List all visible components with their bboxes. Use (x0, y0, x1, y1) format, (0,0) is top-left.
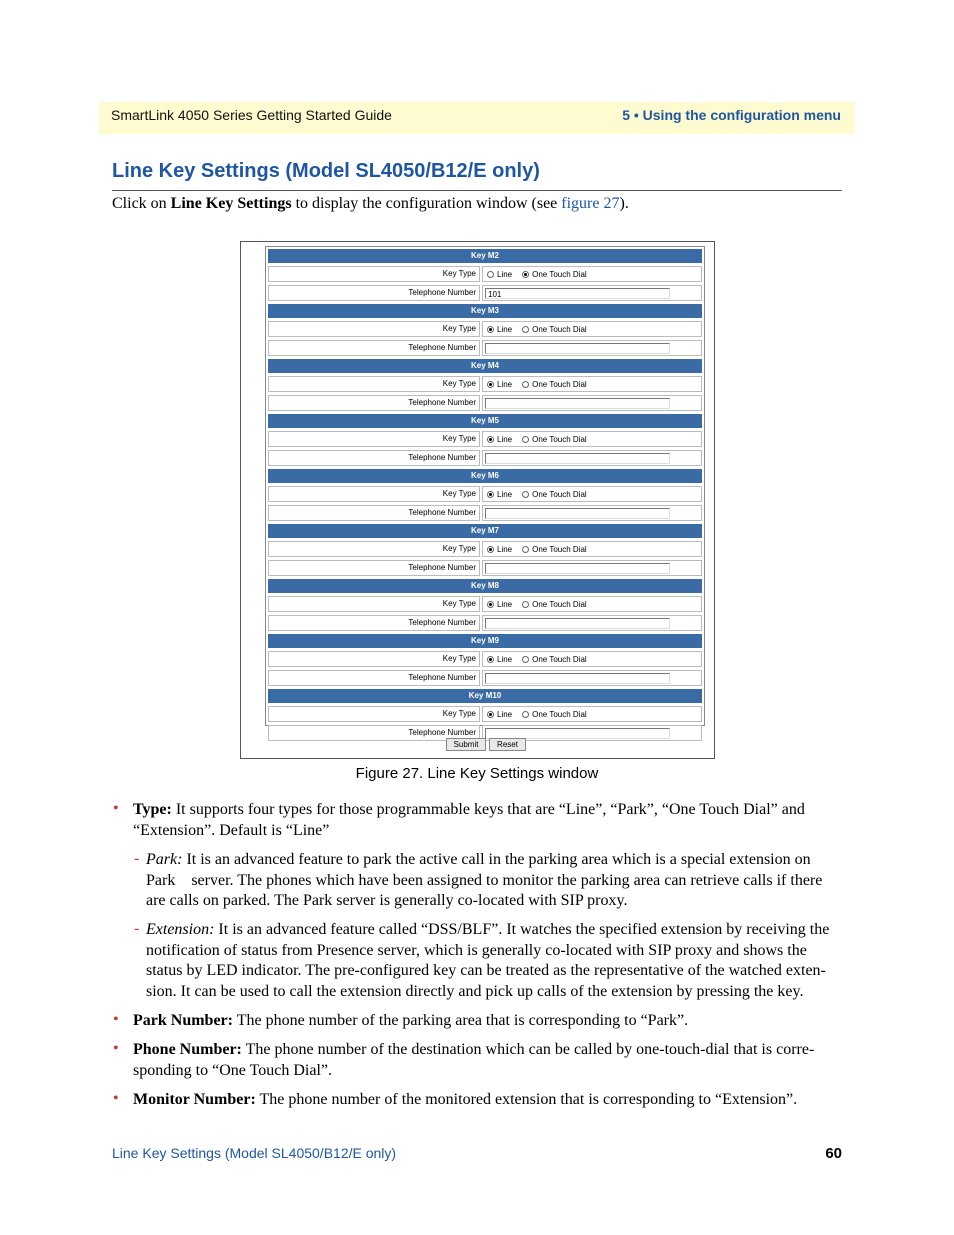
key-type-options (482, 431, 702, 447)
option-otd-label: One Touch Dial (532, 324, 587, 334)
bullet-marker: • (113, 1040, 119, 1057)
option-line[interactable] (487, 270, 512, 279)
submit-button[interactable]: Submit (446, 738, 486, 751)
key-type-label: Key Type (268, 266, 480, 282)
sub-bullet-marker: - (134, 850, 140, 867)
telephone-number-input[interactable] (485, 618, 670, 629)
telephone-number-cell (482, 505, 702, 521)
key-type-label: Key Type (268, 541, 480, 557)
intro-text: Click on (112, 195, 171, 212)
option-one-touch-dial[interactable] (522, 710, 587, 719)
bullet-marker: • (113, 1090, 119, 1107)
bullet-phone-number (133, 1040, 814, 1081)
key-type-options (482, 376, 702, 392)
option-one-touch-dial[interactable] (522, 545, 587, 554)
key-section-header: Key M7 (268, 524, 702, 538)
radio-one-touch-dial[interactable] (522, 271, 529, 278)
key-type-label: Key Type (268, 596, 480, 612)
option-line[interactable] (487, 325, 512, 334)
telephone-number-label: Telephone Number (268, 285, 480, 301)
telephone-number-cell (482, 395, 702, 411)
page-header (99, 102, 855, 134)
sub-bullet-park (146, 850, 822, 912)
key-type-row (268, 266, 702, 282)
key-type-options (482, 486, 702, 502)
option-line[interactable] (487, 600, 512, 609)
sub-bullet-marker: - (134, 920, 140, 937)
extension-text-4: sion. It can be used to call the extension directly and pick up calls of the extension by pressing the key. (146, 982, 804, 1000)
key-type-options (482, 541, 702, 557)
intro-bold: Line Key Settings (170, 195, 292, 212)
radio-line[interactable] (487, 546, 494, 553)
radio-one-touch-dial[interactable] (522, 656, 529, 663)
park-text-2: Park server. The phones which have been assigned to monitor the parking area can retrieve calls if there (146, 871, 823, 889)
header-chapter: 5 • Using the configuration menu (622, 107, 841, 123)
monitor-number-label: Monitor Number: (133, 1091, 256, 1108)
key-type-options (482, 266, 702, 282)
option-line[interactable] (487, 435, 512, 444)
intro-paragraph (112, 195, 629, 213)
option-line[interactable] (487, 545, 512, 554)
option-one-touch-dial[interactable] (522, 270, 587, 279)
bullet-type (133, 800, 805, 841)
telephone-row (268, 615, 702, 631)
sub-bullet-extension (146, 920, 829, 1002)
radio-one-touch-dial[interactable] (522, 491, 529, 498)
bullet-monitor-number (133, 1090, 797, 1111)
radio-line[interactable] (487, 381, 494, 388)
header-doc-title: SmartLink 4050 Series Getting Started Guide (111, 107, 392, 123)
figure-link[interactable]: figure 27 (561, 195, 620, 212)
option-line[interactable] (487, 490, 512, 499)
option-line-label: Line (497, 379, 513, 389)
footer-section-name: Line Key Settings (Model SL4050/B12/E only) (112, 1145, 397, 1161)
key-section-header: Key M2 (268, 249, 702, 263)
telephone-number-input[interactable]: 101 (485, 288, 670, 299)
telephone-number-cell (482, 340, 702, 356)
line-key-form (265, 246, 705, 737)
key-type-row (268, 706, 702, 722)
radio-one-touch-dial[interactable] (522, 381, 529, 388)
radio-one-touch-dial[interactable] (522, 601, 529, 608)
key-type-row (268, 596, 702, 612)
telephone-row (268, 505, 702, 521)
option-line-label: Line (497, 269, 513, 279)
telephone-number-label: Telephone Number (268, 725, 480, 741)
monitor-number-text: The phone number of the monitored extension that is corresponding to “Extension”. (255, 1091, 798, 1108)
telephone-row (268, 395, 702, 411)
radio-one-touch-dial[interactable] (522, 711, 529, 718)
bullet-marker: • (113, 1011, 119, 1028)
reset-button[interactable]: Reset (489, 738, 526, 751)
park-text-3: are calls on parked. The Park server is generally co-located with SIP proxy. (146, 892, 628, 909)
key-type-row (268, 431, 702, 447)
option-line-label: Line (497, 324, 513, 334)
option-one-touch-dial[interactable] (522, 655, 587, 664)
telephone-row (268, 340, 702, 356)
key-section-header: Key M4 (268, 359, 702, 373)
key-section-header: Key M6 (268, 469, 702, 483)
intro-text-mid: to display the configuration window (see (291, 195, 562, 212)
radio-line[interactable] (487, 491, 494, 498)
radio-line[interactable] (487, 436, 494, 443)
telephone-row (268, 450, 702, 466)
key-type-options (482, 706, 702, 722)
park-number-label: Park Number: (133, 1012, 233, 1029)
type-text-2: “Extension”. Default is “Line” (133, 821, 330, 839)
intro-text-end: ). (619, 195, 629, 212)
type-text: It supports four types for those programmable keys that are “Line”, “Park”, “One Touch Dial” and (171, 801, 805, 818)
option-otd-label: One Touch Dial (532, 709, 587, 719)
park-text-1: It is an advanced feature to park the active call in the parking area which is a special extension on (182, 851, 811, 868)
park-label: Park: (146, 851, 183, 868)
telephone-number-label: Telephone Number (268, 670, 480, 686)
telephone-number-cell (482, 560, 702, 576)
radio-one-touch-dial[interactable] (522, 436, 529, 443)
option-line[interactable] (487, 655, 512, 664)
key-type-row (268, 651, 702, 667)
type-label: Type: (133, 801, 172, 818)
telephone-number-input[interactable] (485, 508, 670, 519)
key-type-row (268, 486, 702, 502)
radio-line[interactable] (487, 711, 494, 718)
figure-screenshot (240, 241, 715, 759)
telephone-row (268, 285, 702, 301)
telephone-number-cell (482, 450, 702, 466)
telephone-number-input[interactable] (485, 453, 670, 464)
option-otd-label: One Touch Dial (532, 489, 587, 499)
key-type-row (268, 376, 702, 392)
park-number-text: The phone number of the parking area that is corresponding to “Park”. (232, 1012, 689, 1029)
extension-label: Extension: (146, 921, 215, 938)
key-section-header: Key M10 (268, 689, 702, 703)
option-line[interactable] (487, 380, 512, 389)
radio-line[interactable] (487, 271, 494, 278)
option-line-label: Line (497, 599, 513, 609)
key-type-label: Key Type (268, 706, 480, 722)
telephone-number-label: Telephone Number (268, 395, 480, 411)
option-line-label: Line (497, 489, 513, 499)
radio-one-touch-dial[interactable] (522, 546, 529, 553)
telephone-number-label: Telephone Number (268, 560, 480, 576)
key-type-options (482, 596, 702, 612)
telephone-number-input[interactable] (485, 728, 670, 739)
option-otd-label: One Touch Dial (532, 269, 587, 279)
phone-number-text-1: The phone number of the destination which can be called by one-touch-dial that is corre- (241, 1041, 815, 1058)
telephone-number-input[interactable] (485, 398, 670, 409)
option-otd-label: One Touch Dial (532, 544, 587, 554)
key-section-header: Key M9 (268, 634, 702, 648)
key-section-header: Key M8 (268, 579, 702, 593)
page-number: 60 (825, 1145, 842, 1162)
key-type-options (482, 321, 702, 337)
key-type-row (268, 541, 702, 557)
title-divider (112, 190, 842, 191)
key-type-label: Key Type (268, 486, 480, 502)
option-one-touch-dial[interactable] (522, 435, 587, 444)
section-title: Line Key Settings (Model SL4050/B12/E only) (112, 160, 540, 182)
telephone-row (268, 560, 702, 576)
radio-line[interactable] (487, 326, 494, 333)
option-otd-label: One Touch Dial (532, 599, 587, 609)
option-line-label: Line (497, 709, 513, 719)
phone-number-label: Phone Number: (133, 1041, 242, 1058)
option-one-touch-dial[interactable] (522, 490, 587, 499)
telephone-number-label: Telephone Number (268, 615, 480, 631)
phone-number-text-2: sponding to “One Touch Dial”. (133, 1061, 332, 1079)
extension-text-1: It is an advanced feature called “DSS/BLF”. It watches the specified extension by receiving the (214, 921, 830, 938)
telephone-row (268, 670, 702, 686)
telephone-number-input[interactable] (485, 673, 670, 684)
option-one-touch-dial[interactable] (522, 380, 587, 389)
key-type-label: Key Type (268, 431, 480, 447)
option-otd-label: One Touch Dial (532, 379, 587, 389)
telephone-number-cell (482, 285, 702, 301)
option-otd-label: One Touch Dial (532, 654, 587, 664)
telephone-number-label: Telephone Number (268, 340, 480, 356)
option-line-label: Line (497, 434, 513, 444)
extension-text-3: status by LED indicator. The pre-configured key can be treated as the representative of the watched exten- (146, 962, 826, 979)
option-one-touch-dial[interactable] (522, 600, 587, 609)
radio-line[interactable] (487, 601, 494, 608)
option-one-touch-dial[interactable] (522, 325, 587, 334)
figure-caption: Figure 27. Line Key Settings window (355, 765, 599, 782)
radio-one-touch-dial[interactable] (522, 326, 529, 333)
option-otd-label: One Touch Dial (532, 434, 587, 444)
key-type-options (482, 651, 702, 667)
telephone-number-cell (482, 615, 702, 631)
telephone-number-input[interactable] (485, 563, 670, 574)
bullet-park-number (133, 1011, 688, 1032)
key-type-label: Key Type (268, 651, 480, 667)
telephone-number-cell (482, 670, 702, 686)
option-line-label: Line (497, 654, 513, 664)
radio-line[interactable] (487, 656, 494, 663)
option-line-label: Line (497, 544, 513, 554)
telephone-number-label: Telephone Number (268, 450, 480, 466)
option-line[interactable] (487, 710, 512, 719)
telephone-number-label: Telephone Number (268, 505, 480, 521)
key-type-row (268, 321, 702, 337)
key-section-header: Key M3 (268, 304, 702, 318)
key-type-label: Key Type (268, 321, 480, 337)
key-type-label: Key Type (268, 376, 480, 392)
extension-text-2: notification of status from Presence server, which is generally co-located with SIP proxy and shows the (146, 941, 807, 959)
telephone-number-input[interactable] (485, 343, 670, 354)
bullet-marker: • (113, 800, 119, 817)
key-section-header: Key M5 (268, 414, 702, 428)
